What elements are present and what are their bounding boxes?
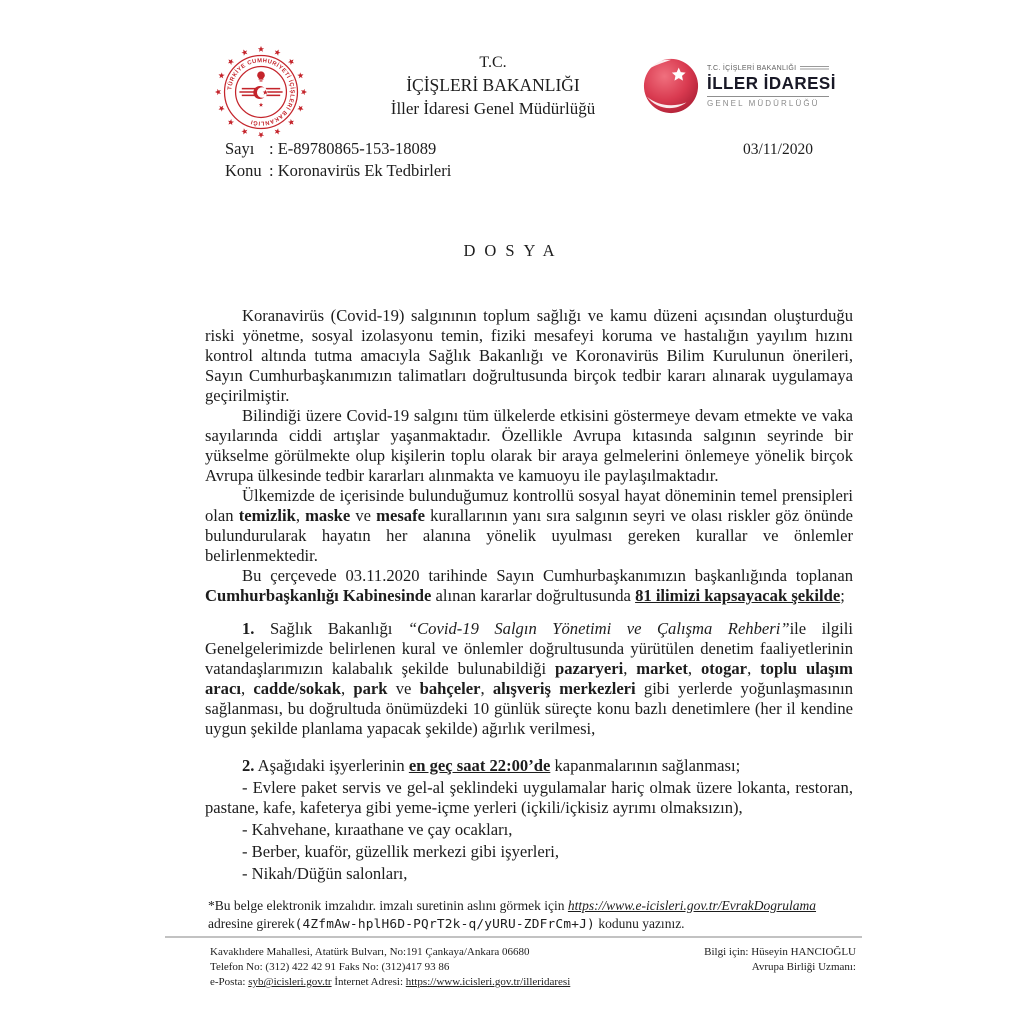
text-segment: e-Posta: [210,976,249,988]
paragraph [205,406,853,486]
text-segment: - Evlere paket servis ve gel-al şeklindeki uygulamalar hariç olmak üzere lokanta, restoran, pastane, kafe, kafeterya gibi yeme-içme yerleri (içkili/içkisiz ayrımı olmaksızın), [205,778,853,817]
document-meta [225,138,451,182]
logo-title: İLLER İDARESİ [707,72,836,93]
letterhead-directorate: İller İdaresi Genel Müdürlüğü [390,98,596,118]
text-segment: Sağlık Bakanlığı [254,619,408,638]
text-segment: , [240,679,254,698]
text-segment: , [747,659,761,678]
emblem-crescent-star-icon [253,86,268,99]
text-segment: Ülkemizde de içerisinde bulunduğumuz kontrollü sosyal hayat döneminin temel prensipleri olan [205,486,853,525]
logo-subtitle: GENEL MÜDÜRLÜĞÜ [707,96,829,108]
text-segment: , [623,659,637,678]
text-segment: ile ilgili Genelgelerimizde belirlenen kural ve önlemler doğrultusunda yürütülen denetim faaliyetlerinin vatandaşlarımızın kalabalık şekilde bulunabildiği [205,619,853,678]
footer-info-block [704,945,856,990]
text-segment: park [353,679,388,698]
footer-info-contact: Bilgi için: Hüseyin HANCIOĞLU [704,946,856,958]
text-segment: 1. [242,619,255,638]
text-segment: toplu ulaşım aracı [205,659,853,698]
logo-globe-icon [642,57,700,115]
text-segment: otogar [700,659,748,678]
text-segment: kodunu yazınız. [594,915,685,931]
link[interactable]: https://www.e-icisleri.gov.tr/EvrakDogrulama [567,898,817,913]
text-segment: ve [387,679,420,698]
paragraph [205,566,853,606]
paragraph [205,306,853,406]
text-segment: kurallarının yanı sıra salgının seyri ve olası riskler göz önünde bulundurularak hayatın her alanına yönelik uyulması gereken kurallar ve önlemler belirlenmektedir. [205,506,854,565]
footer-phone: Telefon No: (312) 422 42 91 Faks No: (312)417 93 86 [210,961,450,973]
logo-top-text: T.C. İÇİŞLERİ BAKANLIĞI [707,64,797,72]
text-segment: bahçeler [419,679,481,698]
text-segment: , [480,679,493,698]
text-segment: cadde/sokak [253,679,341,698]
page-footer [210,945,856,990]
text-segment: mesafe [376,506,425,525]
link[interactable]: syb@icisleri.gov.tr [248,976,332,988]
text-segment: kapanmalarının sağlanması; [550,756,741,775]
paragraph [205,820,853,840]
konu-label: Konu [225,161,262,180]
text-segment: maske [305,506,351,525]
document-body [205,306,853,884]
footer-links [210,975,570,990]
footer-address: Kavaklıdere Mahallesi, Atatürk Bulvarı, No:191 Çankaya/Ankara 06680 [210,946,530,958]
iller-idaresi-logo [642,57,836,115]
letterhead [333,53,653,119]
text-segment: , [295,506,306,525]
text-segment: - Berber, kuaför, güzellik merkezi gibi işyerleri, [242,842,560,861]
text-segment: adresine girerek [208,915,295,931]
text-segment: en geç saat 22:00’de [408,756,551,775]
text-segment: “Covid-19 Salgın Yönetimi ve Çalışma Rehberi” [407,619,790,638]
paragraph [205,864,853,884]
text-segment: Bu çerçevede 03.11.2020 tarihinde Sayın Cumhurbaşkanımızın başkanlığında toplanan [242,566,853,585]
signature-footnote [208,897,860,933]
footer-divider [165,936,862,938]
text-segment: alınan kararlar doğrultusunda [431,586,636,605]
sayi-label: Sayı [225,139,255,158]
text-segment: (4ZfmAw-hplH6D-PQrT2k-q/yURU-ZDFrCm+J) [294,916,595,932]
text-segment: Koranavirüs (Covid-19) salgınının toplum sağlığı ve kamu düzeni açısından oluşturduğu riski yönetme, sosyal izolasyonu temin, fiziki mesafeyi koruma ve hastalığın yayılım hızını kontrol altında tutma amacıyla Sağlık Bakanlığı ve Koronavirüs Bilim Kurulunun önerileri, Sayın Cumhurbaşkanımızın talimatları doğrultusunda birçok tedbir kararı alınarak uygulamaya geçirilmiştir. [205,306,853,405]
text-segment: Bilindiği üzere Covid-19 salgını tüm ülkelerde etkisini göstermeye devam etmekte ve vaka sayılarında ciddi artışlar yaşanmaktadır. Özellikle Avrupa kıtasında salgının seyrinde bir yükselme görülmekte olup kişilerin toplu olarak bir araya gelmelerini önlemeye yönelik birçok Avrupa ülkesinde tedbir kararları alınmakta ve kamuoyu ile paylaşılmaktadır. [205,406,853,485]
text-segment: ve [350,506,377,525]
konu-row [225,160,451,182]
paragraph [205,486,853,566]
text-segment: pazaryeri [555,659,624,678]
text-segment: temizlik [238,506,296,525]
text-segment: ; [840,586,845,605]
paragraph [205,619,853,739]
document-date: 03/11/2020 [742,141,813,158]
emblem-ring-text: TÜRKİYE CUMHURİYETİ İÇİŞLERİ BAKANLIĞI [227,58,295,126]
text-segment: 2. [242,756,255,775]
emblem-globe-icon [257,71,265,79]
text-segment: , [340,679,354,698]
text-segment: 81 ilimizi kapsayacak şekilde [635,586,841,605]
konu-value: : Koronavirüs Ek Tedbirleri [269,161,452,180]
document-title: DOSYA [463,241,564,260]
paragraph [205,842,853,862]
letterhead-ministry: İÇİŞLERİ BAKANLIĞI [406,75,580,95]
text-segment: İnternet Adresi: [331,976,406,988]
logo-stripes-decoration [800,66,829,71]
paragraph [205,756,853,776]
letterhead-tc: T.C. [479,54,507,71]
footer-info-title: Avrupa Birliği Uzmanı: [751,961,856,973]
ministry-emblem-icon [213,44,309,140]
paragraph [205,778,853,818]
text-segment: *Bu belge elektronik imzalıdır. imzalı suretinin aslını görmek için [208,898,568,913]
text-segment: Aşağıdaki işyerlerinin [254,756,409,775]
sayi-value: : E-89780865-153-18089 [269,139,437,158]
text-segment: market [636,659,688,678]
text-segment: Cumhurbaşkanlığı Kabinesinde [205,586,432,605]
text-segment: - Nikah/Düğün salonları, [242,864,408,883]
footer-contact-block [210,945,570,990]
text-segment: , [687,659,701,678]
link[interactable]: https://www.icisleri.gov.tr/illeridaresi [405,976,571,988]
text-segment: - Kahvehane, kıraathane ve çay ocakları, [242,820,513,839]
sayi-row [225,138,451,160]
text-segment: gibi yerlerde yoğunlaşmasının sağlanması, bu doğrultuda önümüzdeki 10 günlük süreçte konu bazlı denetimlere (her il kendine uygun şekilde planlama yapacak şekilde) ağırlık verilmesi, [205,679,854,738]
text-segment: alışveriş merkezleri [492,679,636,698]
